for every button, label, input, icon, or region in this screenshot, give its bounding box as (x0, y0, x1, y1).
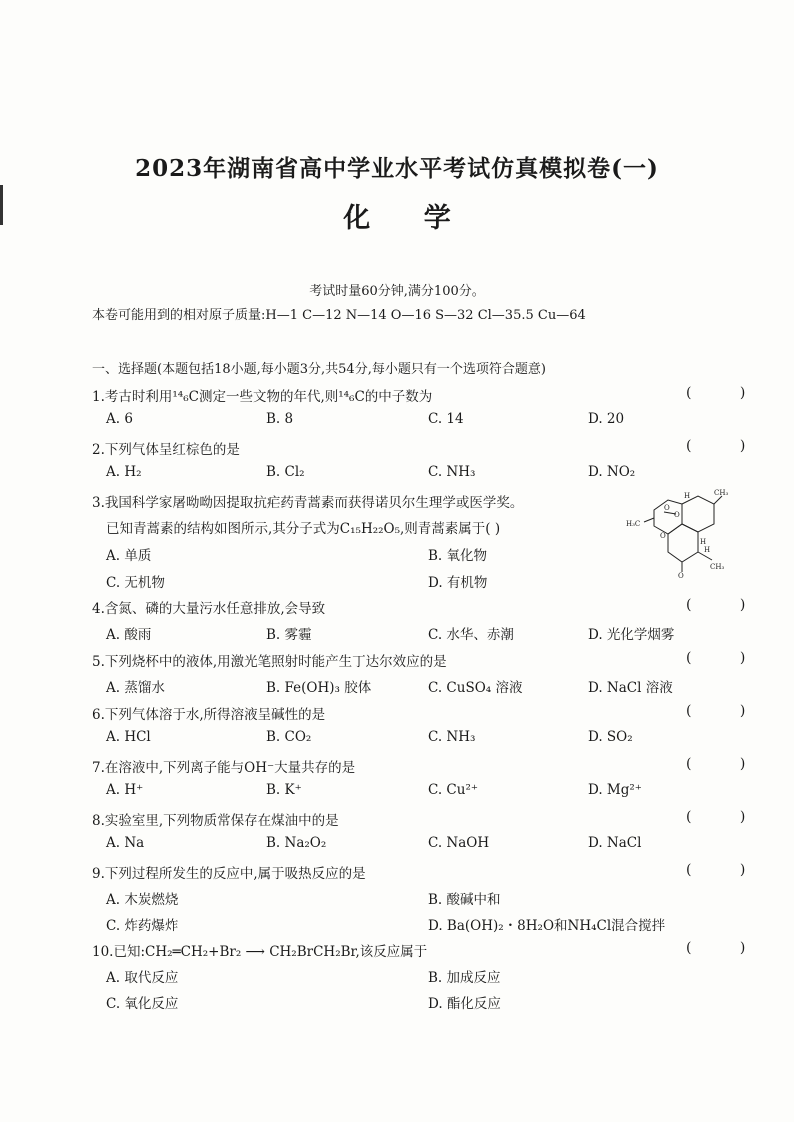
question-5-stem: 5.下列烧杯中的液体,用激光笔照射时能产生丁达尔效应的是 (92, 654, 447, 670)
q6-option-c: C. NH₃ (428, 729, 476, 745)
question-3-stem-2: 已知青蒿素的结构如图所示,其分子式为C₁₅H₂₂O₅,则青蒿素属于( ) (106, 521, 501, 537)
q1-option-a: A. 6 (106, 411, 133, 427)
q5-option-a: A. 蒸馏水 (106, 680, 165, 696)
q7-option-c: C. Cu²⁺ (428, 782, 478, 798)
q10-option-c: C. 氧化反应 (106, 996, 179, 1012)
question-6-stem: 6.下列气体溶于水,所得溶液呈碱性的是 (92, 707, 326, 723)
q3-option-b: B. 氧化物 (428, 548, 488, 564)
q1-option-c: C. 14 (428, 411, 464, 427)
q8-option-d: D. NaCl (588, 835, 642, 851)
q3-option-d: D. 有机物 (428, 575, 488, 591)
q4-option-c: C. 水华、赤潮 (428, 627, 514, 643)
q10-option-b: B. 加成反应 (428, 970, 501, 986)
answer-paren-9: ( ) (686, 862, 768, 878)
q2-option-d: D. NO₂ (588, 464, 636, 480)
q10-option-a: A. 取代反应 (106, 970, 179, 986)
q5-option-b: B. Fe(OH)₃ 胶体 (266, 680, 372, 696)
q6-option-b: B. CO₂ (266, 729, 312, 745)
q2-option-a: A. H₂ (106, 464, 142, 480)
q4-option-a: A. 酸雨 (106, 627, 152, 643)
q2-option-c: C. NH₃ (428, 464, 476, 480)
q7-option-d: D. Mg²⁺ (588, 782, 642, 798)
atomic-masses: 本卷可能用到的相对原子质量:H—1 C—12 N—14 O—16 S—32 Cl—35.5 Cu—64 (92, 308, 586, 323)
q6-option-a: A. HCl (106, 729, 151, 745)
struct-h-mid: H (700, 538, 707, 546)
q9-option-c: C. 炸药爆炸 (106, 918, 179, 934)
struct-h-top: H (684, 492, 691, 500)
struct-h3c: H₃C (626, 520, 641, 528)
answer-paren-8: ( ) (686, 809, 768, 825)
answer-paren-6: ( ) (686, 703, 768, 719)
q4-option-d: D. 光化学烟雾 (588, 627, 675, 643)
q9-option-a: A. 木炭燃烧 (106, 892, 179, 908)
q9-option-d: D. Ba(OH)₂・8H₂O和NH₄Cl混合搅拌 (428, 918, 666, 934)
q9-option-b: B. 酸碱中和 (428, 892, 501, 908)
q5-option-c: C. CuSO₄ 溶液 (428, 680, 523, 696)
question-3-stem: 3.我国科学家屠呦呦因提取抗疟药青蒿素而获得诺贝尔生理学或医学奖。 (92, 495, 524, 511)
q1-option-b: B. 8 (266, 411, 294, 427)
time-info: 考试时量60分钟,满分100分。 (309, 284, 485, 299)
struct-h-low: H (704, 546, 711, 554)
subject-title: 化 学 (343, 203, 473, 234)
q10-option-d: D. 酯化反应 (428, 996, 501, 1012)
q7-option-b: B. K⁺ (266, 782, 302, 798)
answer-paren-1: ( ) (686, 385, 768, 401)
question-1-stem: 1.考古时利用¹⁴₆C测定一些文物的年代,则¹⁴₆C的中子数为 (92, 389, 433, 405)
question-8-stem: 8.实验室里,下列物质常保存在煤油中的是 (92, 813, 339, 829)
q6-option-d: D. SO₂ (588, 729, 633, 745)
answer-paren-7: ( ) (686, 756, 768, 772)
struct-o-3: O (660, 532, 666, 540)
struct-o-1: O (664, 504, 670, 512)
q5-option-d: D. NaCl 溶液 (588, 680, 673, 696)
question-2-stem: 2.下列气体呈红棕色的是 (92, 442, 240, 458)
q8-option-a: A. Na (106, 835, 145, 851)
q3-option-c: C. 无机物 (106, 575, 165, 591)
section-title: 一、选择题(本题包括18小题,每小题3分,共54分,每小题只有一个选项符合题意) (92, 362, 546, 377)
q4-option-b: B. 雾霾 (266, 627, 312, 643)
struct-ch3-bottom: CH₃ (710, 563, 725, 571)
q3-option-a: A. 单质 (106, 548, 152, 564)
question-10-stem: 10.已知:CH₂═CH₂+Br₂ ⟶ CH₂BrCH₂Br,该反应属于 (92, 944, 428, 960)
exam-title: 2023年湖南省高中学业水平考试仿真模拟卷(一) (135, 155, 659, 182)
q1-option-d: D. 20 (588, 411, 625, 427)
answer-paren-5: ( ) (686, 650, 768, 666)
struct-ch3-top: CH₃ (714, 489, 729, 497)
q2-option-b: B. Cl₂ (266, 464, 305, 480)
q7-option-a: A. H⁺ (106, 782, 144, 798)
answer-paren-2: ( ) (686, 438, 768, 454)
q8-option-c: C. NaOH (428, 835, 490, 851)
answer-paren-10: ( ) (686, 940, 768, 956)
question-4-stem: 4.含氮、磷的大量污水任意排放,会导致 (92, 601, 326, 617)
q8-option-b: B. Na₂O₂ (266, 835, 327, 851)
struct-o-carbonyl: O (678, 572, 684, 578)
struct-o-2: O (674, 511, 680, 519)
question-9-stem: 9.下列过程所发生的反应中,属于吸热反应的是 (92, 866, 366, 882)
artemisinin-structure-image (624, 486, 736, 578)
answer-paren-4: ( ) (686, 597, 768, 613)
question-7-stem: 7.在溶液中,下列离子能与OH⁻大量共存的是 (92, 760, 356, 776)
